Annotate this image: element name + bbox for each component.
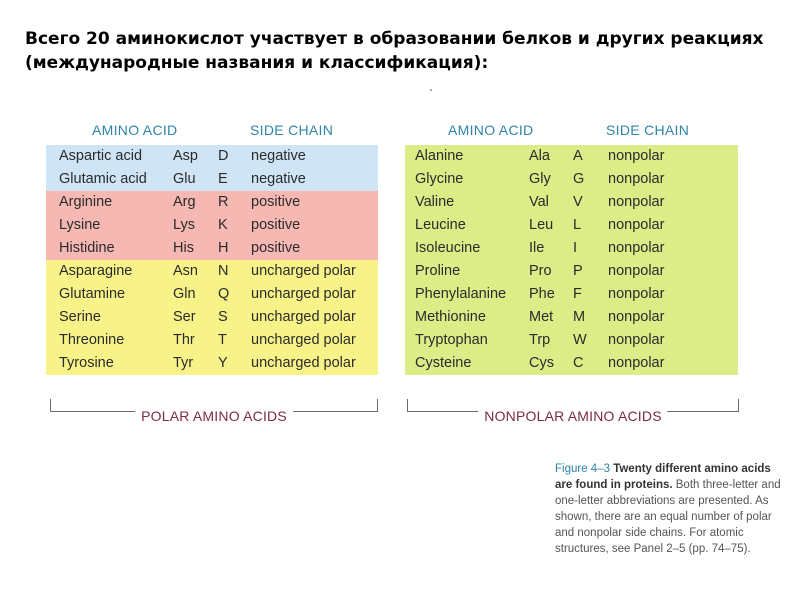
table-row	[405, 214, 738, 237]
amino-acid-name: Cysteine	[415, 355, 472, 371]
three-letter-code: Lys	[173, 217, 196, 233]
nonpolar-bracket-label: NONPOLAR AMINO ACIDS	[478, 408, 667, 424]
amino-acid-name: Lysine	[59, 217, 101, 233]
side-chain-type: uncharged polar	[251, 355, 356, 371]
one-letter-code: N	[218, 263, 229, 279]
side-chain-type: nonpolar	[608, 309, 665, 325]
one-letter-code: M	[573, 309, 586, 325]
table-row	[405, 283, 738, 306]
three-letter-code: Tyr	[173, 355, 194, 371]
table-row	[46, 283, 378, 306]
amino-acid-name: Glutamic acid	[59, 171, 147, 187]
table-row	[46, 214, 378, 237]
side-chain-type: uncharged polar	[251, 332, 356, 348]
side-chain-type: positive	[251, 194, 301, 210]
amino-acid-name: Arginine	[59, 194, 113, 210]
amino-acid-name: Valine	[415, 194, 455, 210]
table-row	[46, 329, 378, 352]
side-chain-type: nonpolar	[608, 171, 665, 187]
three-letter-code: Glu	[173, 171, 196, 187]
side-chain-type: nonpolar	[608, 263, 665, 279]
three-letter-code: Ile	[529, 240, 545, 256]
caption-text: Both three-letter and one-letter abbreviations are presented. As shown, there are an equal number of polar and nonpolar side chains. For atomic structures, see Panel 2–5 (pp. 74–75).	[555, 479, 781, 555]
three-letter-code: Leu	[529, 217, 554, 233]
side-chain-type: nonpolar	[608, 240, 665, 256]
one-letter-code: G	[573, 171, 585, 187]
polar-rows	[46, 145, 378, 375]
one-letter-code: S	[218, 309, 228, 325]
side-chain-type: negative	[251, 171, 306, 187]
three-letter-code: Asp	[173, 148, 198, 164]
three-letter-code: Met	[529, 309, 554, 325]
nonpolar-bracket	[407, 399, 739, 424]
table-row	[405, 260, 738, 283]
side-chain-type: nonpolar	[608, 286, 665, 302]
one-letter-code: W	[573, 332, 587, 348]
polar-amino-acid-header: AMINO ACID	[92, 122, 178, 138]
side-chain-type: positive	[251, 217, 301, 233]
three-letter-code: Trp	[529, 332, 551, 348]
three-letter-code: Thr	[173, 332, 195, 348]
one-letter-code: I	[573, 240, 578, 256]
table-row	[46, 306, 378, 329]
three-letter-code: Ala	[529, 148, 550, 164]
table-row	[405, 145, 738, 168]
side-chain-type: positive	[251, 240, 301, 256]
table-row	[46, 191, 378, 214]
table-row	[405, 168, 738, 191]
three-letter-code: Asn	[173, 263, 198, 279]
one-letter-code: Q	[218, 286, 230, 302]
amino-acid-name: Phenylalanine	[415, 286, 507, 302]
polar-bracket	[50, 399, 378, 424]
table-row	[46, 168, 378, 191]
one-letter-code: C	[573, 355, 584, 371]
side-chain-type: nonpolar	[608, 148, 665, 164]
one-letter-code: E	[218, 171, 228, 187]
side-chain-type: nonpolar	[608, 355, 665, 371]
three-letter-code: Pro	[529, 263, 552, 279]
table-row	[46, 237, 378, 260]
three-letter-code: Val	[529, 194, 549, 210]
nonpolar-amino-acid-header: AMINO ACID	[448, 122, 534, 138]
one-letter-code: L	[573, 217, 582, 233]
one-letter-code: R	[218, 194, 229, 210]
polar-side-chain-header: SIDE CHAIN	[250, 122, 334, 138]
table-row	[46, 352, 378, 375]
amino-acid-name: Aspartic acid	[59, 148, 143, 164]
nonpolar-side-chain-header: SIDE CHAIN	[606, 122, 690, 138]
table-row	[46, 260, 378, 283]
caption-bold-text: Twenty different amino acids are found in proteins.	[555, 463, 771, 491]
figure-caption	[555, 461, 785, 557]
amino-acid-name: Glycine	[415, 171, 464, 187]
one-letter-code: T	[218, 332, 227, 348]
one-letter-code: V	[573, 194, 583, 210]
side-chain-type: uncharged polar	[251, 309, 356, 325]
side-chain-type: negative	[251, 148, 306, 164]
one-letter-code: P	[573, 263, 583, 279]
three-letter-code: Arg	[173, 194, 196, 210]
amino-acid-name: Proline	[415, 263, 461, 279]
slide-title: Всего 20 аминокислот участвует в образовании белков и других реакциях (международные названия и классификация):	[25, 29, 764, 73]
one-letter-code: Y	[218, 355, 228, 371]
table-row	[405, 352, 738, 375]
nonpolar-rows	[405, 145, 738, 375]
table-row	[405, 329, 738, 352]
one-letter-code: D	[218, 148, 229, 164]
amino-acid-name: Isoleucine	[415, 240, 481, 256]
one-letter-code: K	[218, 217, 228, 233]
table-row	[405, 306, 738, 329]
three-letter-code: Gln	[173, 286, 196, 302]
side-chain-type: uncharged polar	[251, 286, 356, 302]
table-row	[46, 145, 378, 168]
amino-acid-name: Leucine	[415, 217, 466, 233]
amino-acid-name: Asparagine	[59, 263, 133, 279]
caption-figure-number: Figure 4–3	[555, 463, 610, 475]
amino-acid-name: Threonine	[59, 332, 125, 348]
decorative-dot	[430, 89, 432, 91]
amino-acid-name: Glutamine	[59, 286, 126, 302]
side-chain-type: nonpolar	[608, 332, 665, 348]
amino-acid-name: Alanine	[415, 148, 464, 164]
one-letter-code: F	[573, 286, 582, 302]
amino-acid-name: Histidine	[59, 240, 115, 256]
one-letter-code: A	[573, 148, 583, 164]
three-letter-code: Gly	[529, 171, 551, 187]
amino-acid-name: Tyrosine	[59, 355, 114, 371]
side-chain-type: uncharged polar	[251, 263, 356, 279]
table-row	[405, 237, 738, 260]
amino-acid-name: Tryptophan	[415, 332, 488, 348]
table-row	[405, 191, 738, 214]
three-letter-code: Cys	[529, 355, 554, 371]
amino-acid-name: Methionine	[415, 309, 486, 325]
polar-bracket-label: POLAR AMINO ACIDS	[135, 408, 293, 424]
three-letter-code: Ser	[173, 309, 196, 325]
amino-acid-name: Serine	[59, 309, 101, 325]
side-chain-type: nonpolar	[608, 194, 665, 210]
side-chain-type: nonpolar	[608, 217, 665, 233]
three-letter-code: Phe	[529, 286, 555, 302]
one-letter-code: H	[218, 240, 229, 256]
three-letter-code: His	[173, 240, 194, 256]
